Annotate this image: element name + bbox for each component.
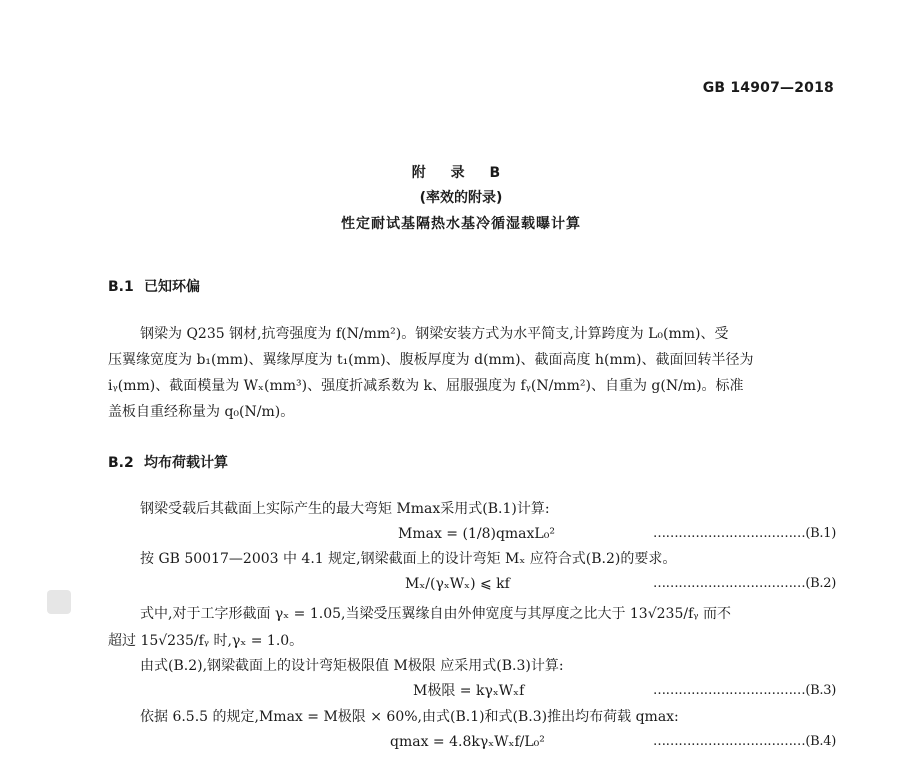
- section-number: B.2: [108, 455, 134, 471]
- formula-b3: M极限 = kγₓWₓf: [413, 683, 525, 699]
- annex-title: 附 录 B: [411, 165, 511, 181]
- formula-b2: Mₓ/(γₓWₓ) ⩽ kf: [405, 576, 510, 592]
- b1-line-1: 钢梁为 Q235 钢材,抗弯强度为 f(N/mm²)。钢梁安装方式为水平简支,计算跨度为 L₀(mm)、受: [140, 326, 729, 342]
- b2-paragraph-4: 由式(B.2),钢梁截面上的设计弯矩极限值 M极限 应采用式(B.3)计算:: [140, 658, 564, 674]
- b2-paragraph-1: 钢梁受载后其截面上实际产生的最大弯矩 Mmax采用式(B.1)计算:: [140, 501, 550, 517]
- side-scroll-tab[interactable]: [47, 590, 71, 614]
- b2-paragraph-3b: 超过 15√235/fᵧ 时,γₓ = 1.0。: [108, 633, 304, 649]
- section-number: B.1: [108, 279, 134, 295]
- b1-line-2: 压翼缘宽度为 b₁(mm)、翼缘厚度为 t₁(mm)、腹板厚度为 d(mm)、截面高度 h(mm)、截面回转半径为: [108, 352, 754, 368]
- b1-line-3: iᵧ(mm)、截面模量为 Wₓ(mm³)、强度折减系数为 k、屈服强度为 fᵧ(N/mm²)、自重为 g(N/m)。标准: [108, 378, 744, 394]
- section-title: 已知环偏: [144, 279, 200, 295]
- formula-b3-ref: ………………………………(B.3): [652, 683, 836, 698]
- formula-b1-ref: ………………………………(B.1): [652, 526, 836, 541]
- section-heading-b2: [108, 452, 228, 472]
- formula-b1: Mmax = (1/8)qmaxL₀²: [398, 526, 555, 542]
- formula-b4: qmax = 4.8kγₓWₓf/L₀²: [390, 734, 545, 750]
- annex-type: (率效的附录): [419, 190, 503, 206]
- b2-paragraph-5: 依据 6.5.5 的规定,Mmax = M极限 × 60%,由式(B.1)和式(B.3)推出均布荷载 qmax:: [140, 709, 679, 725]
- section-heading-b1: [108, 276, 200, 296]
- formula-b4-ref: ………………………………(B.4): [652, 734, 836, 749]
- section-title: 均布荷载计算: [144, 455, 228, 471]
- b2-paragraph-3a: 式中,对于工字形截面 γₓ = 1.05,当梁受压翼缘自由外伸宽度与其厚度之比大于 13√235/fᵧ 而不: [140, 606, 731, 622]
- annex-name: 性定耐试基隔热水基冷循湿载曝计算: [341, 216, 581, 232]
- standard-code: GB 14907—2018: [702, 80, 834, 96]
- formula-b2-ref: ………………………………(B.2): [652, 576, 836, 591]
- b2-paragraph-2: 按 GB 50017—2003 中 4.1 规定,钢梁截面上的设计弯矩 Mₓ 应符合式(B.2)的要求。: [140, 551, 677, 567]
- b1-line-4: 盖板自重经称量为 q₀(N/m)。: [108, 404, 295, 420]
